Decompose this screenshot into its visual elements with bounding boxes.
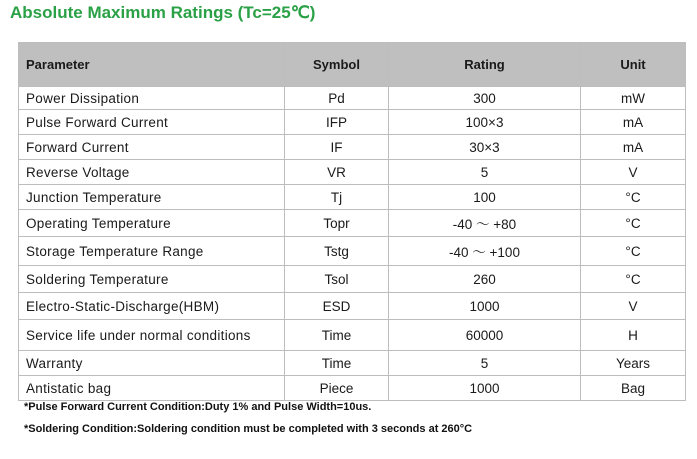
cell-symbol: VR <box>285 160 389 185</box>
cell-unit: mW <box>581 87 686 110</box>
cell-unit: V <box>581 293 686 320</box>
cell-symbol: Pd <box>285 87 389 110</box>
cell-unit: °C <box>581 185 686 210</box>
cell-parameter: Storage Temperature Range <box>19 237 285 266</box>
table-row <box>19 160 686 185</box>
header-unit: Unit <box>581 43 686 87</box>
ratings-table <box>18 42 686 401</box>
cell-unit: mA <box>581 110 686 135</box>
table-row <box>19 110 686 135</box>
cell-unit: mA <box>581 135 686 160</box>
cell-rating: 300 <box>389 87 581 110</box>
cell-symbol: IFP <box>285 110 389 135</box>
cell-rating: 260 <box>389 266 581 293</box>
cell-unit: Years <box>581 351 686 376</box>
cell-parameter: Warranty <box>19 351 285 376</box>
cell-symbol: Time <box>285 351 389 376</box>
cell-unit: V <box>581 160 686 185</box>
cell-unit: H <box>581 320 686 351</box>
cell-rating: 1000 <box>389 376 581 401</box>
cell-unit: °C <box>581 237 686 266</box>
table-row <box>19 293 686 320</box>
cell-unit: Bag <box>581 376 686 401</box>
cell-rating: 100×3 <box>389 110 581 135</box>
cell-rating: 5 <box>389 160 581 185</box>
header-rating: Rating <box>389 43 581 87</box>
cell-rating: 60000 <box>389 320 581 351</box>
cell-symbol: Tsol <box>285 266 389 293</box>
cell-symbol: Tj <box>285 185 389 210</box>
table-row <box>19 185 686 210</box>
cell-parameter: Power Dissipation <box>19 87 285 110</box>
cell-symbol: Topr <box>285 210 389 237</box>
table-body <box>19 87 686 401</box>
cell-parameter: Service life under normal conditions <box>19 320 285 351</box>
cell-rating: 100 <box>389 185 581 210</box>
cell-parameter: Soldering Temperature <box>19 266 285 293</box>
cell-parameter: Forward Current <box>19 135 285 160</box>
header-row <box>19 43 686 87</box>
table-row <box>19 266 686 293</box>
cell-rating: 1000 <box>389 293 581 320</box>
cell-symbol: Piece <box>285 376 389 401</box>
cell-parameter: Operating Temperature <box>19 210 285 237</box>
footnote-pulse-condition: *Pulse Forward Current Condition:Duty 1% and Pulse Width=10us. <box>24 401 372 413</box>
header-symbol: Symbol <box>285 43 389 87</box>
table-row <box>19 135 686 160</box>
cell-symbol: ESD <box>285 293 389 320</box>
page-title: Absolute Maximum Ratings (Tc=25℃) <box>10 3 316 22</box>
cell-unit: °C <box>581 266 686 293</box>
cell-parameter: Electro-Static-Discharge(HBM) <box>19 293 285 320</box>
table-row <box>19 237 686 266</box>
cell-parameter: Reverse Voltage <box>19 160 285 185</box>
table-row <box>19 87 686 110</box>
table-row <box>19 351 686 376</box>
cell-rating: -40 ～ +80 <box>389 210 581 237</box>
cell-parameter: Junction Temperature <box>19 185 285 210</box>
footnotes <box>24 400 472 444</box>
cell-symbol: IF <box>285 135 389 160</box>
cell-symbol: Time <box>285 320 389 351</box>
table-row <box>19 376 686 401</box>
table-header <box>19 43 686 87</box>
cell-rating: -40 ～ +100 <box>389 237 581 266</box>
header-parameter: Parameter <box>19 43 285 87</box>
footnote-soldering-condition: *Soldering Condition:Soldering condition must be completed with 3 seconds at 260°C <box>24 423 473 435</box>
cell-symbol: Tstg <box>285 237 389 266</box>
cell-unit: °C <box>581 210 686 237</box>
table-row <box>19 210 686 237</box>
cell-parameter: Pulse Forward Current <box>19 110 285 135</box>
cell-rating: 5 <box>389 351 581 376</box>
cell-parameter: Antistatic bag <box>19 376 285 401</box>
table-row <box>19 320 686 351</box>
cell-rating: 30×3 <box>389 135 581 160</box>
